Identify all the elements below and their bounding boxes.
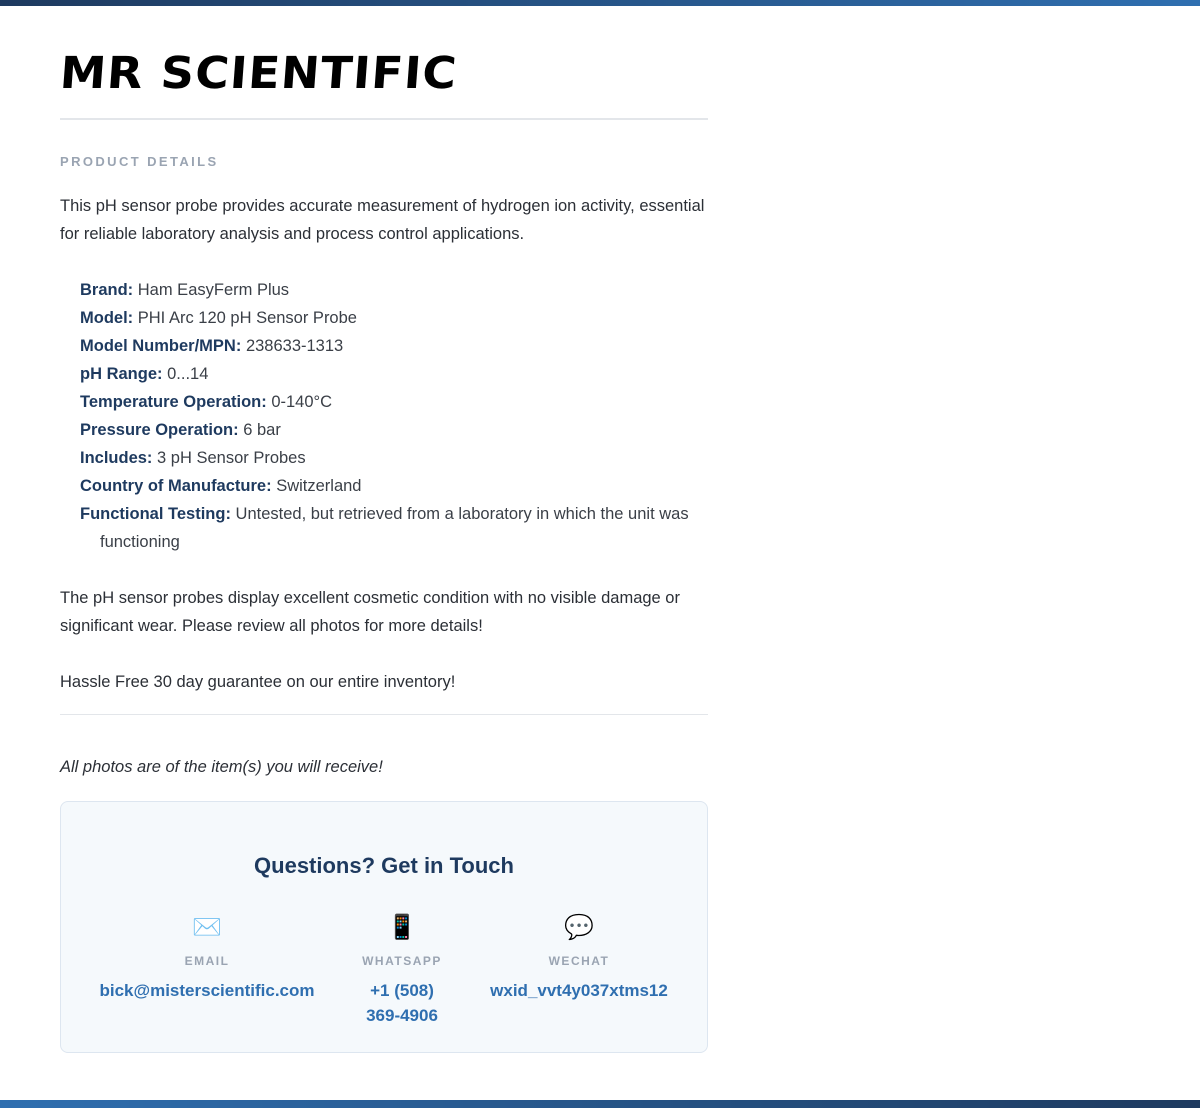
spec-item-country xyxy=(80,472,708,500)
spec-value: 0-140°C xyxy=(271,393,333,411)
spec-key: Temperature Operation: xyxy=(80,393,267,411)
contact-email-label: EMAIL xyxy=(184,954,230,968)
spec-item-temperature xyxy=(80,388,708,416)
details-divider xyxy=(60,714,708,715)
spec-value: 6 bar xyxy=(243,421,281,439)
spec-key: Includes: xyxy=(80,449,153,467)
product-intro: This pH sensor probe provides accurate measurement of hydrogen ion activity, essential for reliable laboratory analysis and process control applications. xyxy=(60,197,705,243)
spec-list xyxy=(60,276,708,556)
spec-value: Ham EasyFerm Plus xyxy=(137,281,290,299)
spec-key: Model: xyxy=(80,309,134,327)
top-accent-bar xyxy=(0,0,1200,6)
listing-content xyxy=(60,48,708,1053)
whatsapp-link[interactable]: +1 (508) 369-4906 xyxy=(366,981,438,1025)
spec-key: Country of Manufacture: xyxy=(80,477,272,495)
contact-wechat xyxy=(481,912,677,1003)
spec-item-mpn xyxy=(80,332,708,360)
brand-logo: MR SCIENTIFIC xyxy=(58,48,460,99)
condition-note: The pH sensor probes display excellent cosmetic condition with no visible damage or significant wear. Please review all photos for more details! xyxy=(60,589,680,635)
envelope-icon: ✉️ xyxy=(192,914,222,941)
photos-note: All photos are of the item(s) you will receive! xyxy=(60,758,383,776)
contact-email xyxy=(99,912,315,1003)
spec-item-includes xyxy=(80,444,708,472)
header-divider xyxy=(60,118,708,120)
wechat-link[interactable]: wxid_vvt4y037xtms12 xyxy=(490,981,668,1000)
email-link[interactable]: bick@misterscientific.com xyxy=(99,981,315,1000)
bottom-accent-bar xyxy=(0,1100,1200,1108)
contact-whatsapp-label: WHATSAPP xyxy=(362,954,442,968)
spec-item-model xyxy=(80,304,708,332)
contact-whatsapp xyxy=(351,912,453,1028)
spec-value: 238633-1313 xyxy=(245,337,344,355)
speech-bubble-icon: 💬 xyxy=(564,914,594,941)
mobile-phone-icon: 📱 xyxy=(387,914,417,941)
spec-key: Brand: xyxy=(80,281,134,299)
spec-value: PHI Arc 120 pH Sensor Probe xyxy=(137,309,357,327)
guarantee-note: Hassle Free 30 day guarantee on our entire inventory! xyxy=(60,673,456,691)
spec-value: Untested, but retrieved from a laboratory in which the unit was functioning xyxy=(100,505,689,551)
spec-key: Model Number/MPN: xyxy=(80,337,242,355)
spec-value: 0...14 xyxy=(167,365,209,383)
spec-item-brand xyxy=(80,276,708,304)
contact-card xyxy=(60,801,708,1053)
spec-value: Switzerland xyxy=(276,477,362,495)
spec-key: pH Range: xyxy=(80,365,163,383)
contact-title: Questions? Get in Touch xyxy=(254,853,514,878)
section-label-product-details: PRODUCT DETAILS xyxy=(60,154,219,169)
spec-value: 3 pH Sensor Probes xyxy=(157,449,306,467)
contact-wechat-label: WECHAT xyxy=(548,954,610,968)
spec-key: Functional Testing: xyxy=(80,505,231,523)
spec-key: Pressure Operation: xyxy=(80,421,239,439)
spec-item-ph-range xyxy=(80,360,708,388)
spec-item-functional-testing xyxy=(80,500,708,556)
spec-item-pressure xyxy=(80,416,708,444)
